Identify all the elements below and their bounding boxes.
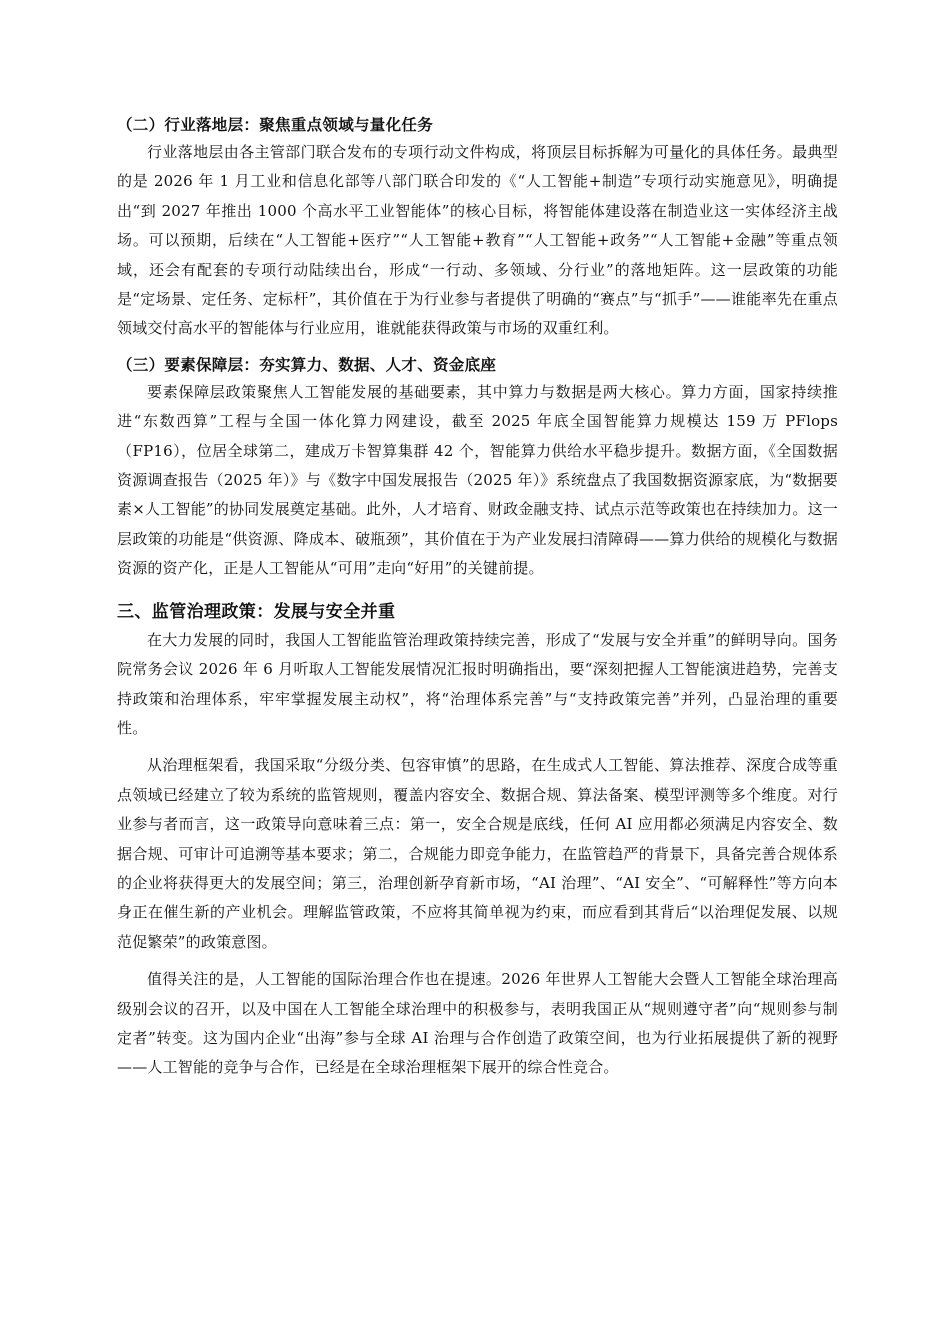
paragraph-international-governance: 值得关注的是，人工智能的国际治理合作也在提速。2026 年世界人工智能大会暨人工智能全球治理高级别会议的召开，以及中国在人工智能全球治理中的积极参与，表明我国正从“规则遵守者”向“规则参与制定者”转变。这为国内企业“出海”参与全球 AI 治理与合作创造了政策空间，也为行业拓展提供了新的视野——人工智能的竞争与合作，已经是在全球治理框架下展开的综合性竞合。	[117, 970, 838, 1077]
spacer	[117, 743, 838, 751]
paragraph-regulation-intro: 在大力发展的同时，我国人工智能监管治理政策持续完善，形成了“发展与安全并重”的鲜明导向。国务院常务会议 2026 年 6 月听取人工智能发展情况汇报时明确指出，要“深刻把握人工智能演进趋势，完善支持政策和治理体系，牢牢掌握发展主动权”，将“治理体系完善”与“支持政策完善”并列，凸显治理的重要性。	[117, 630, 838, 737]
paragraph-governance-framework: 从治理框架看，我国采取“分级分类、包容审慎”的思路，在生成式人工智能、算法推荐、深度合成等重点领域已经建立了较为系统的监管规则，覆盖内容安全、数据合规、算法备案、模型评测等多个维度。对行业参与者而言，这一政策导向意味着三点：第一，安全合规是底线，任何 AI 应用都必须满足内容安全、数据合规、可审计可追溯等基本要求；第二，合规能力即竞争能力，在监管趋严的背景下，具备完善合规体系的企业将获得更大的发展空间；第三，治理创新孕育新市场，“AI 治理”、“AI 安全”、“可解释性”等方向本身正在催生新的产业机会。理解监管政策，不应将其简单视为约束，而应看到其背后“以治理促发展、以规范促繁荣”的政策意图。	[117, 756, 838, 951]
section-heading-regulation: 三、监管治理政策：发展与安全并重	[117, 601, 396, 622]
paragraph-industry: 行业落地层由各主管部门联合发布的专项行动文件构成，将顶层目标拆解为可量化的具体任务。最典型的是 2026 年 1 月工业和信息化部等八部门联合印发的《“人工智能+制造”专项行动实施意见》，明确提出“到 2027 年推出 1000 个高水平工业智能体”的核心目标，将智能体建设落在制造业这一实体经济主战场。可以预期，后续在“人工智能+医疗”“人工智能+教育”“人工智能+政务”“人工智能+金融”等重点领域，还会有配套的专项行动陆续出台，形成“一行动、多领域、分行业”的落地矩阵。这一层政策的功能是“定场景、定任务、定标杆”，其价值在于为行业参与者提供了明确的“赛点”与“抓手”——谁能率先在重点领域交付高水平的智能体与行业应用，谁就能获得政策与市场的双重红利。	[117, 143, 838, 338]
spacer	[117, 344, 838, 352]
subsection-heading-industry: （二）行业落地层：聚焦重点领域与量化任务	[117, 116, 434, 134]
document-page	[117, 112, 838, 1083]
subsection-heading-factors: （三）要素保障层：夯实算力、数据、人才、资金底座	[117, 355, 497, 374]
spacer	[117, 957, 838, 965]
paragraph-factors: 要素保障层政策聚焦人工智能发展的基础要素，其中算力与数据是两大核心。算力方面，国家持续推进“东数西算”工程与全国一体化算力网建设，截至 2025 年底全国智能算力规模达 159 万 PFlops（FP16），位居全球第二，建成万卡智算集群 42 个，智能算力供给水平稳步提升。数据方面，《全国数据资源调查报告（2025 年）》与《数字中国发展报告（2025 年）》系统盘点了我国数据资源家底，为“数据要素×人工智能”的协同发展奠定基础。此外，人才培育、财政金融支持、试点示范等政策也在持续加力。这一层政策的功能是“供资源、降成本、破瓶颈”，其价值在于为产业发展扫清障碍——算力供给的规模化与数据资源的资产化，正是人工智能从“可用”走向“好用”的关键前提。	[117, 382, 838, 578]
